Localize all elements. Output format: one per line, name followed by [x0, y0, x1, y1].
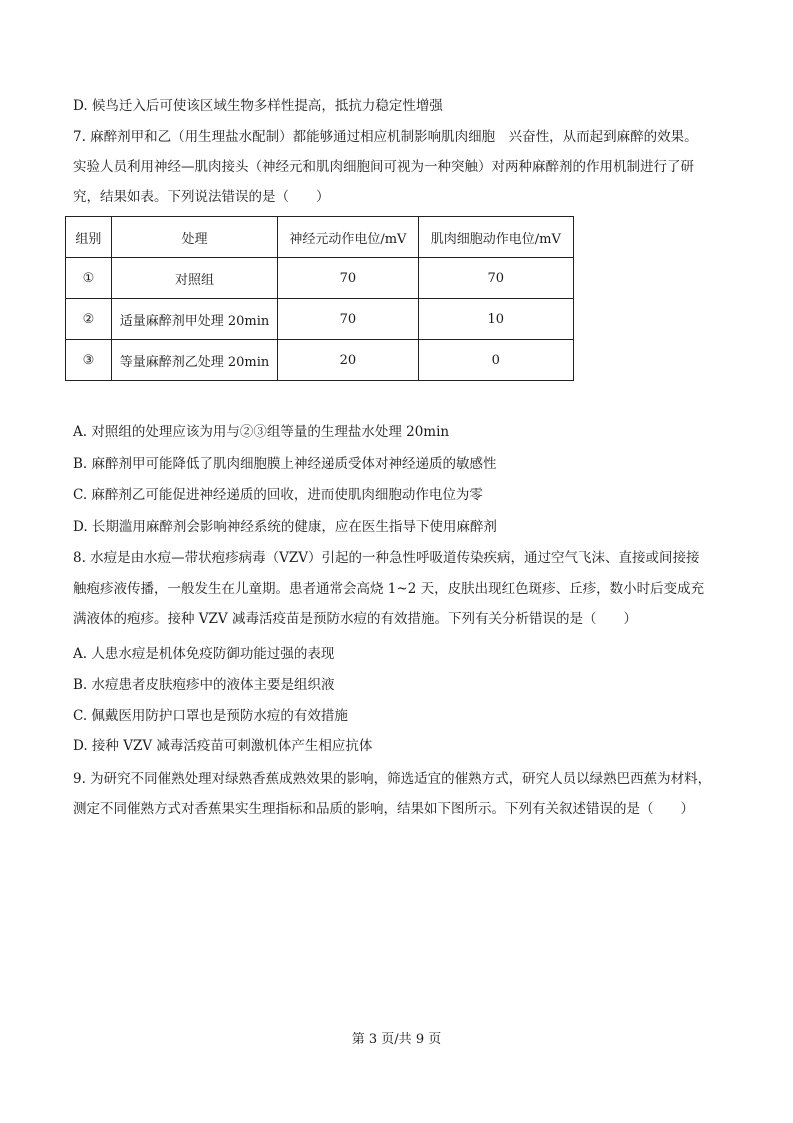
q7-stem-line-1: 7. 麻醉剂甲和乙（用生理盐水配制）都能够通过相应机制影响肌肉细胞 兴奋性，从而起到麻醉的效果。 [73, 129, 698, 145]
table-cell: 0 [418, 340, 573, 381]
table-cell: ③ [66, 340, 112, 381]
q8-option-a: A. 人患水痘是机体免疫防御功能过强的表现 [73, 646, 335, 662]
q9-stem-line-1: 9. 为研究不同催熟处理对绿熟香蕉成熟效果的影响，筛选适宜的催熟方式，研究人员以绿熟巴西蕉为材料， [73, 771, 712, 787]
header-group: 组别 [66, 217, 112, 258]
q7-option-b: B. 麻醉剂甲可能降低了肌肉细胞膜上神经递质受体对神经递质的敏感性 [73, 456, 497, 472]
q8-option-c: C. 佩戴医用防护口罩也是预防水痘的有效措施 [73, 708, 348, 724]
page-footer: 第 3 页/共 9 页 [351, 1032, 442, 1047]
table-cell: 对照组 [111, 258, 277, 299]
header-muscle-potential: 肌肉细胞动作电位/mV [418, 217, 573, 258]
q8-stem-line-1: 8. 水痘是由水痘—带状疱疹病毒（VZV）引起的一种急性呼吸道传染疾病，通过空气飞沫、直接或间接接 [73, 550, 700, 566]
table-cell: 70 [278, 299, 418, 340]
q7-option-c: C. 麻醉剂乙可能促进神经递质的回收，进而使肌肉细胞动作电位为零 [73, 487, 483, 503]
header-treatment: 处理 [111, 217, 277, 258]
q7-stem-line-3: 究，结果如表。下列说法错误的是（ ） [73, 189, 330, 205]
table-row [66, 340, 574, 381]
q8-option-d: D. 接种 VZV 减毒活疫苗可刺激机体产生相应抗体 [73, 738, 373, 754]
table-cell: ① [66, 258, 112, 299]
table-cell: 70 [418, 258, 573, 299]
table-cell: 适量麻醉剂甲处理 20min [111, 299, 277, 340]
table-cell: 等量麻醉剂乙处理 20min [111, 340, 277, 381]
q7-stem-line-2: 实验人员利用神经—肌肉接头（神经元和肌肉细胞间可视为一种突触）对两种麻醉剂的作用机制进行了研 [73, 159, 694, 175]
table-cell: 10 [418, 299, 573, 340]
q8-stem-line-3: 满液体的疱疹。接种 VZV 减毒活疫苗是预防水痘的有效措施。下列有关分析错误的是（ ） [73, 611, 637, 627]
table-cell: 20 [278, 340, 418, 381]
q7-option-d: D. 长期滥用麻醉剂会影响神经系统的健康，应在医生指导下使用麻醉剂 [73, 519, 497, 535]
q6-option-d: D. 候鸟迁入后可使该区域生物多样性提高，抵抗力稳定性增强 [73, 98, 443, 114]
table-row [66, 299, 574, 340]
q8-option-b: B. 水痘患者皮肤疱疹中的液体主要是组织液 [73, 677, 335, 693]
q7-option-a: A. 对照组的处理应该为用与②③组等量的生理盐水处理 20min [73, 424, 450, 440]
table-cell: ② [66, 299, 112, 340]
q8-stem-line-2: 触疱疹液传播，一般发生在儿童期。患者通常会高烧 1~2 天，皮肤出现红色斑疹、丘疹，数小时后变成充 [73, 581, 705, 597]
q7-results-table [65, 216, 574, 381]
header-neuron-potential: 神经元动作电位/mV [278, 217, 418, 258]
table-row [66, 258, 574, 299]
q9-stem-line-2: 测定不同催熟方式对香蕉果实生理指标和品质的影响，结果如下图所示。下列有关叙述错误的是（ ） [73, 801, 694, 817]
table-header-row [66, 217, 574, 258]
table-cell: 70 [278, 258, 418, 299]
